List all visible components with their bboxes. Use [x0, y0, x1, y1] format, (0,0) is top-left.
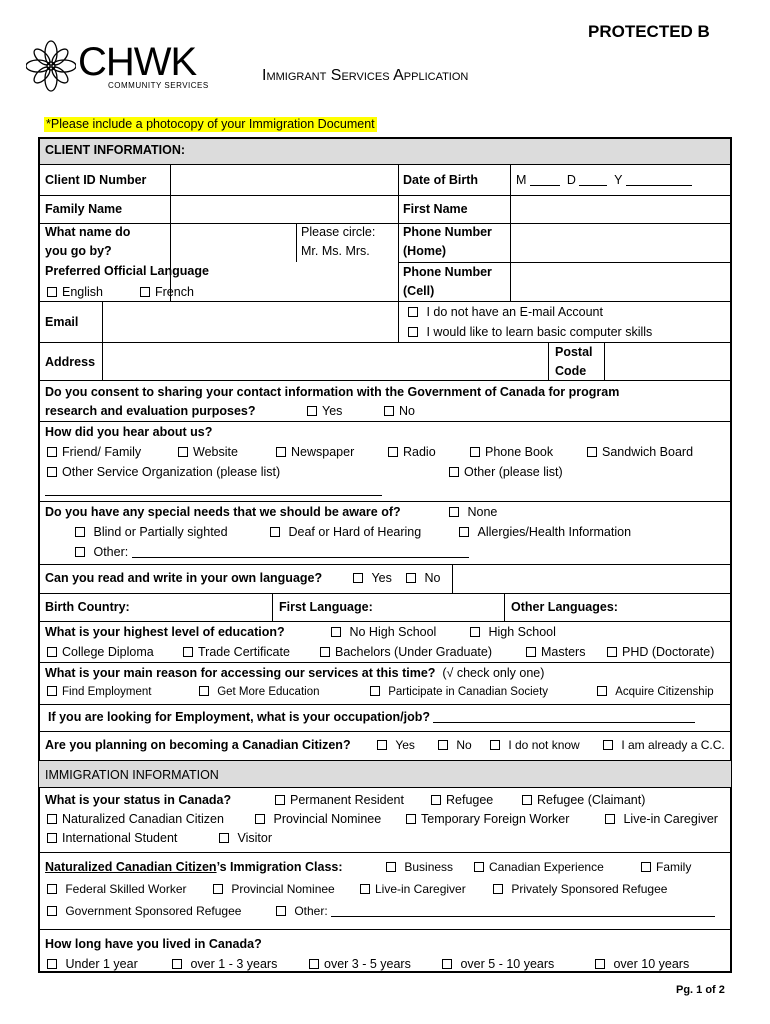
lang-english-checkbox[interactable] [47, 287, 57, 297]
reason-participate-option[interactable]: Participate in Canadian Society [370, 685, 548, 700]
email-field[interactable] [104, 303, 397, 341]
client-section-title: CLIENT INFORMATION: [45, 143, 186, 157]
class-other-option[interactable]: Other: [276, 904, 715, 919]
hear-newspaper-checkbox[interactable] [276, 447, 286, 457]
class-family-checkbox[interactable] [641, 862, 651, 872]
class-gov-ref-option[interactable]: Government Sponsored Refugee [47, 904, 241, 919]
consent-question: Do you consent to sharing your contact information with the Government of Canada for program [45, 385, 620, 399]
dob-month-label: M [516, 173, 527, 187]
status-student-checkbox[interactable] [47, 833, 57, 843]
hear-phonebook-checkbox[interactable] [470, 447, 480, 457]
consent-no-checkbox[interactable] [384, 406, 394, 416]
needs-question: Do you have any special needs that we should be aware of? [45, 505, 401, 519]
edu-hs-checkbox[interactable] [470, 627, 480, 637]
needs-allergies-checkbox[interactable] [459, 527, 469, 537]
hear-newspaper-option[interactable]: Newspaper [276, 445, 354, 460]
title-circle[interactable] [301, 225, 375, 259]
consent-yes-option[interactable]: Yes [307, 404, 342, 419]
email-label: Email [45, 315, 79, 329]
please-circle-label: Please circle: [301, 225, 376, 239]
citizen-dont-know-option[interactable]: I do not know [490, 738, 580, 753]
status-provincial-checkbox[interactable] [255, 814, 265, 824]
citizen-question: Are you planning on becoming a Canadian Citizen? [45, 738, 351, 752]
status-temp-worker-option[interactable]: Temporary Foreign Worker [406, 812, 569, 827]
education-question: What is your highest level of education? [45, 625, 285, 639]
class-fed-skilled-option[interactable]: Federal Skilled Worker [47, 882, 187, 897]
needs-other-option[interactable]: Other: [75, 545, 469, 560]
protected-label: PROTECTED B [588, 22, 710, 41]
edu-trade-checkbox[interactable] [183, 647, 193, 657]
hear-sandwich-option[interactable]: Sandwich Board [587, 445, 693, 460]
learn-computer-option[interactable]: I would like to learn basic computer skills [408, 325, 652, 340]
edu-no-hs-checkbox[interactable] [331, 627, 341, 637]
citizen-no-option[interactable]: No [438, 738, 472, 753]
status-student-option[interactable]: International Student [47, 831, 177, 846]
dob-year-label: Y [614, 173, 623, 187]
citizen-dont-know-checkbox[interactable] [490, 740, 500, 750]
hear-sandwich-checkbox[interactable] [587, 447, 597, 457]
status-live-in-checkbox[interactable] [605, 814, 615, 824]
edu-college-option[interactable]: College Diploma [47, 645, 154, 660]
phone-cell-label: Phone Number (Cell) [403, 265, 492, 298]
literacy-no-checkbox[interactable] [406, 573, 416, 583]
duration-over10-checkbox[interactable] [595, 959, 605, 969]
hear-phonebook-option[interactable]: Phone Book [470, 445, 553, 460]
duration-3to5-checkbox[interactable] [309, 959, 319, 969]
status-naturalized-checkbox[interactable] [47, 814, 57, 824]
needs-blind-option[interactable]: Blind or Partially sighted [75, 525, 228, 540]
status-pr-option[interactable]: Permanent Resident [275, 793, 404, 808]
other-languages-label: Other Languages: [511, 600, 618, 614]
status-visitor-option[interactable]: Visitor [219, 831, 272, 846]
reason-question: What is your main reason for accessing our services at this time? (√ check only one) [45, 666, 545, 680]
class-prov-nominee-checkbox[interactable] [213, 884, 223, 894]
literacy-yes-option[interactable]: Yes [353, 571, 392, 586]
edu-masters-checkbox[interactable] [526, 647, 536, 657]
class-family-option[interactable]: Family [641, 860, 691, 875]
class-question: Naturalized Canadian Citizen’s Immigration Class: [45, 860, 343, 874]
consent-yes-checkbox[interactable] [307, 406, 317, 416]
address-field[interactable] [104, 344, 547, 379]
status-visitor-checkbox[interactable] [219, 833, 229, 843]
class-private-ref-checkbox[interactable] [493, 884, 503, 894]
hear-other-checkbox[interactable] [449, 467, 459, 477]
hear-website-checkbox[interactable] [178, 447, 188, 457]
hear-other-option[interactable]: Other (please list) [449, 465, 563, 480]
citizen-yes-checkbox[interactable] [377, 740, 387, 750]
hear-friend-option[interactable]: Friend/ Family [47, 445, 141, 460]
status-temp-worker-checkbox[interactable] [406, 814, 416, 824]
occupation-question[interactable]: If you are looking for Employment, what is your occupation/job? [48, 710, 695, 725]
status-naturalized-option[interactable]: Naturalized Canadian Citizen [47, 812, 224, 827]
edu-college-checkbox[interactable] [47, 647, 57, 657]
duration-under1-option[interactable]: Under 1 year [47, 957, 138, 972]
immigration-section-title: IMMIGRATION INFORMATION [45, 768, 219, 782]
flower-logo-icon [26, 40, 76, 92]
hear-radio-checkbox[interactable] [388, 447, 398, 457]
dob-field[interactable] [516, 173, 692, 188]
birth-country-label: Birth Country: [45, 600, 130, 614]
reason-employment-option[interactable]: Find Employment [47, 685, 151, 700]
needs-deaf-option[interactable]: Deaf or Hard of Hearing [270, 525, 421, 540]
literacy-no-option[interactable]: No [406, 571, 440, 586]
duration-under1-checkbox[interactable] [47, 959, 57, 969]
status-claimant-option[interactable]: Refugee (Claimant) [522, 793, 645, 808]
citizen-yes-option[interactable]: Yes [377, 738, 415, 753]
dob-label: Date of Birth [403, 173, 478, 187]
phone-home-field[interactable] [512, 225, 730, 261]
edu-bachelors-checkbox[interactable] [320, 647, 330, 657]
lang-french-checkbox[interactable] [140, 287, 150, 297]
preferred-name-label: What name do you go by? [45, 225, 131, 258]
edu-trade-option[interactable]: Trade Certificate [183, 645, 290, 660]
page-number: Pg. 1 of 2 [676, 984, 725, 996]
status-pr-checkbox[interactable] [275, 795, 285, 805]
class-cdn-exp-checkbox[interactable] [474, 862, 484, 872]
client-id-field[interactable] [172, 166, 397, 194]
hear-friend-checkbox[interactable] [47, 447, 57, 457]
class-live-in-option[interactable]: Live-in Caregiver [360, 882, 466, 897]
status-provincial-option[interactable]: Provincial Nominee [255, 812, 381, 827]
status-live-in-option[interactable]: Live-in Caregiver [605, 812, 718, 827]
needs-other-checkbox[interactable] [75, 547, 85, 557]
edu-hs-option[interactable]: High School [470, 625, 556, 640]
duration-5to10-option[interactable]: over 5 - 10 years [442, 957, 554, 972]
needs-blind-checkbox[interactable] [75, 527, 85, 537]
status-refugee-checkbox[interactable] [431, 795, 441, 805]
duration-1to3-option[interactable]: over 1 - 3 years [172, 957, 277, 972]
no-email-option[interactable]: I do not have an E-mail Account [408, 305, 603, 320]
client-id-label: Client ID Number [45, 173, 147, 187]
hear-website-option[interactable]: Website [178, 445, 238, 460]
class-prov-nominee-option[interactable]: Provincial Nominee [213, 882, 335, 897]
literacy-question: Can you read and write in your own language? [45, 571, 323, 585]
first-language-label: First Language: [279, 600, 373, 614]
reason-education-checkbox[interactable] [199, 686, 209, 696]
no-email-checkbox[interactable] [408, 307, 418, 317]
needs-deaf-checkbox[interactable] [270, 527, 280, 537]
logo-main-text: CHWK [78, 40, 197, 84]
literacy-yes-checkbox[interactable] [353, 573, 363, 583]
duration-over10-option[interactable]: over 10 years [595, 957, 689, 972]
learn-computer-checkbox[interactable] [408, 327, 418, 337]
class-fed-skilled-checkbox[interactable] [47, 884, 57, 894]
citizen-already-checkbox[interactable] [603, 740, 613, 750]
titles-options: Mr. Ms. Mrs. [301, 244, 370, 258]
document-note: *Please include a photocopy of your Immigration Document [46, 117, 375, 131]
class-gov-ref-checkbox[interactable] [47, 906, 57, 916]
class-live-in-checkbox[interactable] [360, 884, 370, 894]
first-name-label: First Name [403, 202, 468, 216]
duration-3to5-option[interactable]: over 3 - 5 years [309, 957, 411, 972]
duration-5to10-checkbox[interactable] [442, 959, 452, 969]
status-claimant-checkbox[interactable] [522, 795, 532, 805]
status-question: What is your status in Canada? [45, 793, 232, 807]
hear-other-org-option[interactable]: Other Service Organization (please list) [47, 465, 280, 480]
postal-code-field[interactable] [606, 344, 730, 379]
reason-employment-checkbox[interactable] [47, 686, 57, 696]
needs-allergies-option[interactable]: Allergies/Health Information [459, 525, 631, 540]
hear-other-line[interactable] [45, 495, 382, 496]
dob-day-label: D [566, 173, 576, 187]
hear-question: How did you hear about us? [45, 425, 213, 439]
needs-none-option[interactable]: None [449, 505, 497, 520]
status-refugee-option[interactable]: Refugee [431, 793, 493, 808]
phone-cell-field[interactable] [512, 264, 730, 300]
edu-phd-option[interactable]: PHD (Doctorate) [607, 645, 714, 660]
class-business-checkbox[interactable] [386, 862, 396, 872]
citizen-no-checkbox[interactable] [438, 740, 448, 750]
citizen-already-option[interactable]: I am already a C.C. [603, 738, 725, 753]
duration-1to3-checkbox[interactable] [172, 959, 182, 969]
needs-none-checkbox[interactable] [449, 507, 459, 517]
reason-citizenship-checkbox[interactable] [597, 686, 607, 696]
preferred-name-field[interactable] [172, 225, 295, 261]
reason-citizenship-option[interactable]: Acquire Citizenship [597, 685, 714, 700]
edu-bachelors-option[interactable]: Bachelors (Under Graduate) [320, 645, 492, 660]
logo-sub-text: COMMUNITY SERVICES [108, 81, 209, 90]
consent-question-2: research and evaluation purposes? [45, 404, 256, 418]
duration-question: How long have you lived in Canada? [45, 937, 262, 951]
reason-hint: (√ check only one) [442, 666, 545, 680]
edu-no-hs-option[interactable]: No High School [331, 625, 436, 640]
family-name-field[interactable] [172, 197, 397, 222]
hear-other-org-checkbox[interactable] [47, 467, 57, 477]
first-name-field[interactable] [512, 197, 730, 222]
family-name-label: Family Name [45, 202, 123, 216]
preferred-language-label: Preferred Official Language [45, 264, 209, 278]
class-business-option[interactable]: Business [386, 860, 453, 875]
reason-participate-checkbox[interactable] [370, 686, 380, 696]
consent-no-option[interactable]: No [384, 404, 415, 419]
address-label: Address [45, 355, 96, 369]
class-cdn-exp-option[interactable]: Canadian Experience [474, 860, 604, 875]
logo [26, 40, 216, 96]
phone-home-label: Phone Number (Home) [403, 225, 492, 258]
hear-radio-option[interactable]: Radio [388, 445, 436, 460]
class-other-checkbox[interactable] [276, 906, 286, 916]
class-private-ref-option[interactable]: Privately Sponsored Refugee [493, 882, 667, 897]
edu-phd-checkbox[interactable] [607, 647, 617, 657]
page-title: Immigrant Services Application [262, 67, 469, 84]
lang-english-option[interactable]: English [47, 285, 103, 300]
edu-masters-option[interactable]: Masters [526, 645, 585, 660]
reason-education-option[interactable]: Get More Education [199, 685, 319, 700]
postal-code-label: Postal Code [555, 345, 593, 378]
lang-french-option[interactable]: French [140, 285, 194, 300]
